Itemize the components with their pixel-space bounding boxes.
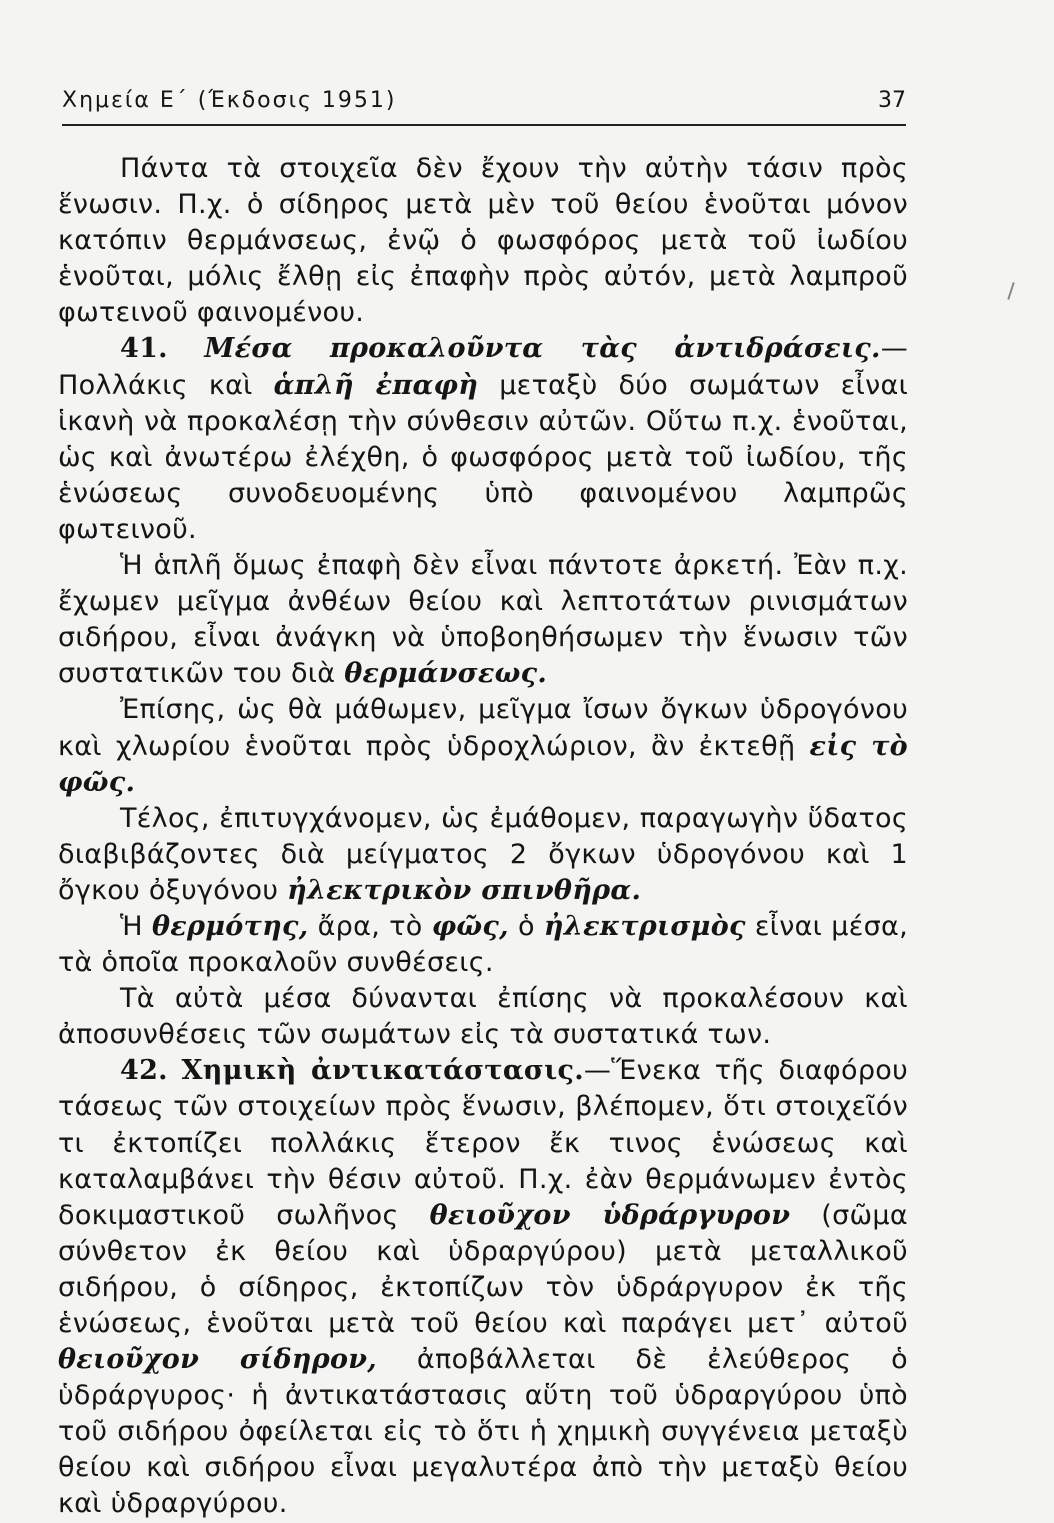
paragraph-spark — [58, 801, 908, 909]
section-title: Χημικὴ ἀντικατάστασις. — [181, 1055, 584, 1087]
emphasis-term: ἁπλῆ ἐπαφὴ — [273, 369, 479, 401]
emphasis-term: εἰς τὸ φῶς. — [58, 730, 908, 798]
paragraph-light — [58, 692, 908, 800]
paragraph-affinity — [58, 151, 908, 331]
section-text: ἀποβάλλεται δὲ ἐλεύθερος ὁ ὑδράργυρος· ἡ ἀντικατάστασις αὕτη τοῦ ὑδραργύρου ὑπὸ τοῦ σιδήρου ὀφείλεται εἰς τὸ ὅτι ἡ χημικὴ συγγένεια μεταξὺ θείου καὶ σιδήρου εἶναι μεγαλυτέρα ἀπὸ τὴν μεταξὺ θείου καὶ ὑδραργύρου. — [58, 1344, 908, 1520]
paragraph-text: Ἡ ἁπλῆ ὅμως ἐπαφὴ δὲν εἶναι πάντοτε ἀρκετή. Ἐὰν π.χ. ἔχωμεν μεῖγμα ἀνθέων θείου καὶ λεπτοτάτων ρινισμάτων σιδήρου, εἶναι ἀνάγκη νὰ ὑποβοηθήσωμεν τὴν ἕνωσιν τῶν συστατικῶν του διὰ — [58, 550, 908, 690]
paragraph-text: Τὰ αὐτὰ μέσα δύνανται ἐπίσης νὰ προκαλέσουν καὶ ἀποσυνθέσεις τῶν σωμάτων εἰς τὰ συστατικά των. — [58, 983, 908, 1051]
paragraph-text: εἶναι μέσα, τὰ ὁποῖα προκαλοῦν συνθέσεις. — [58, 910, 908, 979]
running-header — [62, 84, 906, 126]
margin-mark — [1007, 282, 1014, 300]
section-text: μεταξὺ δύο σωμάτων εἶναι ἱκανὴ νὰ προκαλέσῃ τὴν σύνθεσιν αὐτῶν. Οὕτω π.χ. ἑνοῦται, ὡς καὶ ἀνωτέρω ἐλέχθη, ὁ φωσφόρος μετὰ τοῦ ἰωδίου, τῆς ἑνώσεως συνοδευομένης ὑπὸ φαινομένου λαμπρῶς φωτεινοῦ. — [58, 369, 909, 545]
emphasis-term: θερμάνσεως. — [344, 658, 548, 690]
section-number: 42. — [120, 1055, 168, 1087]
paragraph-heating — [58, 548, 908, 692]
emphasis-term: θερμότης, — [151, 910, 309, 942]
section-dash: — — [583, 1055, 612, 1087]
header-title: Χημεία Ε΄ (Έκδοσις 1951) — [62, 88, 397, 113]
emphasis-term: θειοῦχον σίδηρον, — [58, 1344, 377, 1376]
section-dash: — — [880, 333, 908, 365]
body-text — [58, 151, 908, 1523]
paragraph-text: Πάντα τὰ στοιχεῖα δὲν ἔχουν τὴν αὐτὴν τάσιν πρὸς ἕνωσιν. Π.χ. ὁ σίδηρος μετὰ μὲν τοῦ θείου ἑνοῦται μόνον κατόπιν θερμάνσεως, ἐνῷ ὁ φωσφόρος μετὰ τοῦ ἰωδίου ἑνοῦται, μόλις ἔλθῃ εἰς ἐπαφὴν πρὸς αὐτόν, μετὰ λαμπροῦ φωτεινοῦ φαινομένου. — [58, 153, 908, 329]
section-41 — [58, 331, 908, 548]
paragraph-means — [58, 909, 908, 981]
page-number: 37 — [878, 88, 906, 113]
section-text: (σῶμα σύνθετον ἐκ θείου καὶ ὑδραργύρου) μετὰ μεταλλικοῦ σιδήρου, ὁ σίδηρος, ἐκτοπίζων τὸν ὑδράργυρον ἐκ τῆς ἑνώσεως, ἑνοῦται μετὰ τοῦ θείου καὶ παράγει μετ᾽ αὐτοῦ — [58, 1199, 908, 1339]
paragraph-text: Ἐπίσης, ὡς θὰ μάθωμεν, μεῖγμα ἴσων ὄγκων ὑδρογόνου καὶ χλωρίου ἑνοῦται πρὸς ὑδροχλώριον, ἂν ἐκτεθῇ — [58, 694, 908, 762]
section-text: Ἕνεκα τῆς διαφόρου τάσεως τῶν στοιχείων πρὸς ἕνωσιν, βλέπομεν, ὅτι στοιχεῖόν τι ἐκτοπίζει πολλάκις ἕτερον ἔκ τινος ἑνώσεως καὶ καταλαμβάνει τὴν θέσιν αὐτοῦ. Π.χ. ἐὰν θερμάνωμεν ἐντὸς δοκιμαστικοῦ σωλῆνος — [58, 1055, 908, 1231]
emphasis-term: ἠλεκτρισμὸς — [543, 910, 746, 942]
paragraph-decomposition — [58, 981, 908, 1053]
section-number: 41. — [120, 333, 168, 365]
emphasis-term: θειοῦχον ὑδράργυρον — [429, 1199, 791, 1231]
emphasis-term: φῶς, — [431, 910, 509, 942]
section-text: Πολλάκις καὶ — [58, 369, 274, 401]
section-title: Μέσα προκαλοῦντα τὰς ἀντιδράσεις. — [204, 333, 881, 365]
paragraph-text: Τέλος, ἐπιτυγχάνομεν, ὡς ἐμάθομεν, παραγωγὴν ὕδατος διαβιβάζοντες διὰ μείγματος 2 ὄγκων ὑδρογόνου καὶ 1 ὄγκου ὀξυγόνου — [58, 802, 908, 906]
emphasis-term: ἠλεκτρικὸν σπινθῆρα. — [287, 874, 642, 906]
section-42 — [58, 1053, 908, 1522]
paragraph-text: ὁ — [508, 910, 544, 942]
paragraph-text: Ἡ — [120, 910, 152, 942]
paragraph-text: ἄρα, τὸ — [308, 910, 432, 942]
